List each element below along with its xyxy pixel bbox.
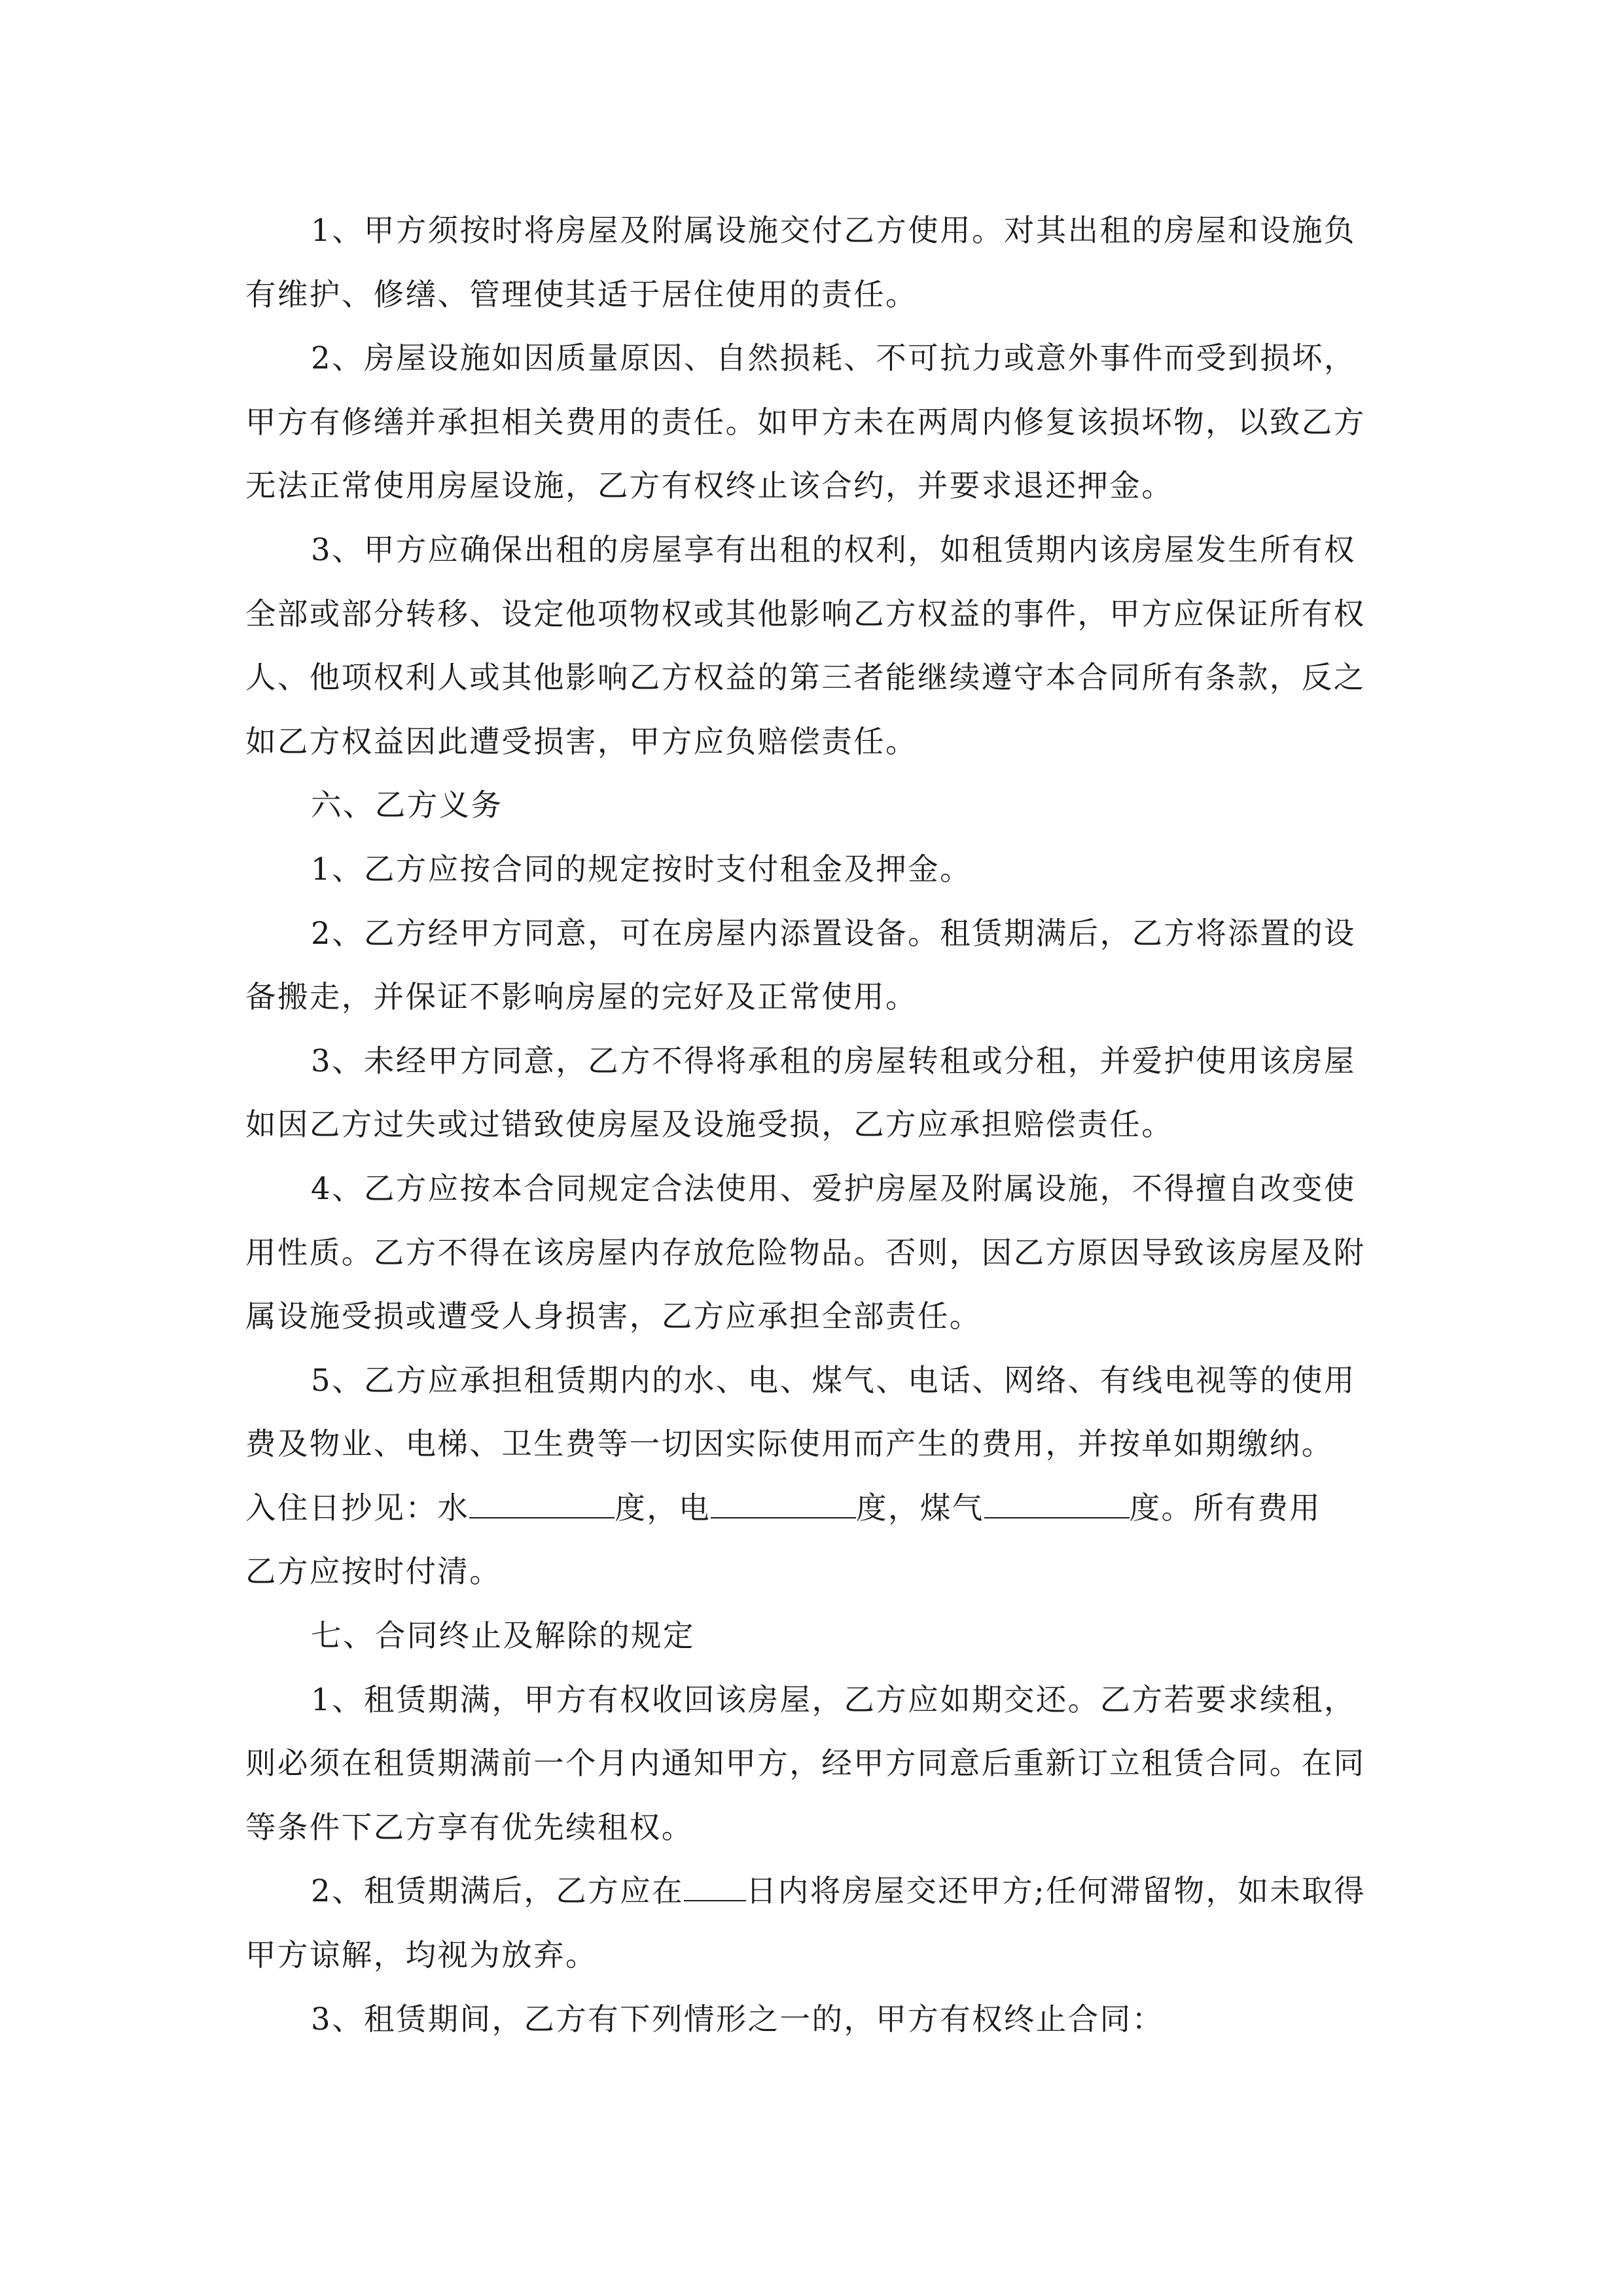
- days-blank[interactable]: [684, 1874, 746, 1901]
- text-line: 1、乙方应按合同的规定按时支付租金及押金。: [311, 851, 972, 887]
- text-line: 用性质。乙方不得在该房屋内存放危险物品。否则，因乙方原因导致该房屋及附: [245, 1234, 1366, 1270]
- text-line: 人、他项权利人或其他影响乙方权益的第三者能继续遵守本合同所有条款，反之: [245, 660, 1366, 696]
- water-reading-blank[interactable]: [469, 1491, 615, 1518]
- text-line: 无法正常使用房屋设施，乙方有权终止该合约，并要求退还押金。: [245, 468, 1174, 504]
- clause-6-5-cont: [245, 1412, 1378, 1604]
- electric-reading-blank[interactable]: [711, 1491, 856, 1518]
- contract-body: [245, 199, 1378, 2051]
- clause-7-1: [245, 1668, 1378, 1732]
- text-line: 甲方有修缮并承担相关费用的责任。如甲方未在两周内修复该损坏物，以致乙方: [245, 404, 1366, 440]
- clause-6-4-cont: [245, 1221, 1378, 1349]
- text-line: 则必须在租赁期满前一个月内通知甲方，经甲方同意后重新订立租赁合同。在同: [245, 1746, 1366, 1782]
- text-line: 有维护、修缮、管理使其适于居住使用的责任。: [245, 276, 918, 312]
- text-line: 2、房屋设施如因质量原因、自然损耗、不可抗力或意外事件而受到损坏，: [311, 340, 1356, 376]
- text-line: 乙方应按时付清。: [245, 1554, 502, 1590]
- clause-6-3-cont: [245, 1093, 1378, 1157]
- text-line: 属设施受损或遭受人身损害，乙方应承担全部责任。: [245, 1299, 982, 1335]
- clause-7-3: [245, 1988, 1378, 2052]
- meter-reading-line: [245, 1477, 1378, 1541]
- text-line: 4、乙方应按本合同规定合法使用、爱护房屋及附属设施，不得擅自改变使: [311, 1170, 1356, 1206]
- clause-7-2-text-a: 2、租赁期满后，乙方应在: [311, 1873, 684, 1909]
- clause-6-3: [245, 1030, 1378, 1094]
- text-line: 备搬走，并保证不影响房屋的完好及正常使用。: [245, 979, 918, 1015]
- text-line: 甲方谅解，均视为放弃。: [245, 1937, 597, 1973]
- clause-5-1-cont: [245, 263, 1378, 327]
- clause-6-2: [245, 902, 1378, 966]
- fees-text: 度。所有费用: [1129, 1490, 1322, 1526]
- clause-7-2-text-b: 日内将房屋交还甲方;任何滞留物，如未取得: [745, 1873, 1366, 1909]
- text-line: 等条件下乙方享有优先续租权。: [245, 1809, 694, 1845]
- clause-6-4: [245, 1157, 1378, 1221]
- clause-5-2: [245, 327, 1378, 391]
- electric-label: 度，电: [615, 1490, 711, 1526]
- clause-5-2-cont: [245, 391, 1378, 518]
- clause-5-1: [245, 199, 1378, 263]
- text-line: 3、甲方应确保出租的房屋享有出租的权利，如租赁期内该房屋发生所有权: [311, 531, 1356, 567]
- section-heading-6: [245, 774, 1378, 838]
- text-line: 如因乙方过失或过错致使房屋及设施受损，乙方应承担赔偿责任。: [245, 1107, 1174, 1143]
- clause-7-1-cont: [245, 1732, 1378, 1859]
- clause-6-2-cont: [245, 965, 1378, 1030]
- text-line: 5、乙方应承担租赁期内的水、电、煤气、电话、网络、有线电视等的使用: [311, 1362, 1356, 1398]
- meter-reading-label: 入住日抄见：水: [245, 1490, 470, 1526]
- text-line: 3、未经甲方同意，乙方不得将承租的房屋转租或分租，并爱护使用该房屋: [311, 1043, 1356, 1079]
- text-line: 费及物业、电梯、卫生费等一切因实际使用而产生的费用，并按单如期缴纳。: [245, 1426, 1334, 1462]
- text-line: 3、租赁期间，乙方有下列情形之一的，甲方有权终止合同：: [311, 2001, 1164, 2037]
- text-line: 1、甲方须按时将房屋及附属设施交付乙方使用。对其出租的房屋和设施负: [311, 213, 1356, 248]
- clause-7-2: [245, 1859, 1378, 1924]
- gas-reading-blank[interactable]: [984, 1491, 1130, 1518]
- section-heading-7: [245, 1604, 1378, 1668]
- clause-7-2-cont: [245, 1924, 1378, 1988]
- text-line: [245, 1859, 1378, 1924]
- clause-6-5: [245, 1349, 1378, 1413]
- text-line: 如乙方权益因此遭受损害，甲方应负赔偿责任。: [245, 723, 918, 759]
- section-title: 七、合同终止及解除的规定: [311, 1618, 695, 1654]
- gas-label: 度，煤气: [856, 1490, 984, 1526]
- clause-6-1: [245, 838, 1378, 902]
- clause-5-3: [245, 518, 1378, 583]
- text-line: 2、乙方经甲方同意，可在房屋内添置设备。租赁期满后，乙方将添置的设: [311, 915, 1356, 951]
- text-line: 1、租赁期满，甲方有权收回该房屋，乙方应如期交还。乙方若要求续租，: [311, 1681, 1356, 1717]
- text-line: 全部或部分转移、设定他项物权或其他影响乙方权益的事件，甲方应保证所有权: [245, 596, 1366, 632]
- section-title: 六、乙方义务: [311, 787, 503, 823]
- clause-5-3-cont: [245, 583, 1378, 774]
